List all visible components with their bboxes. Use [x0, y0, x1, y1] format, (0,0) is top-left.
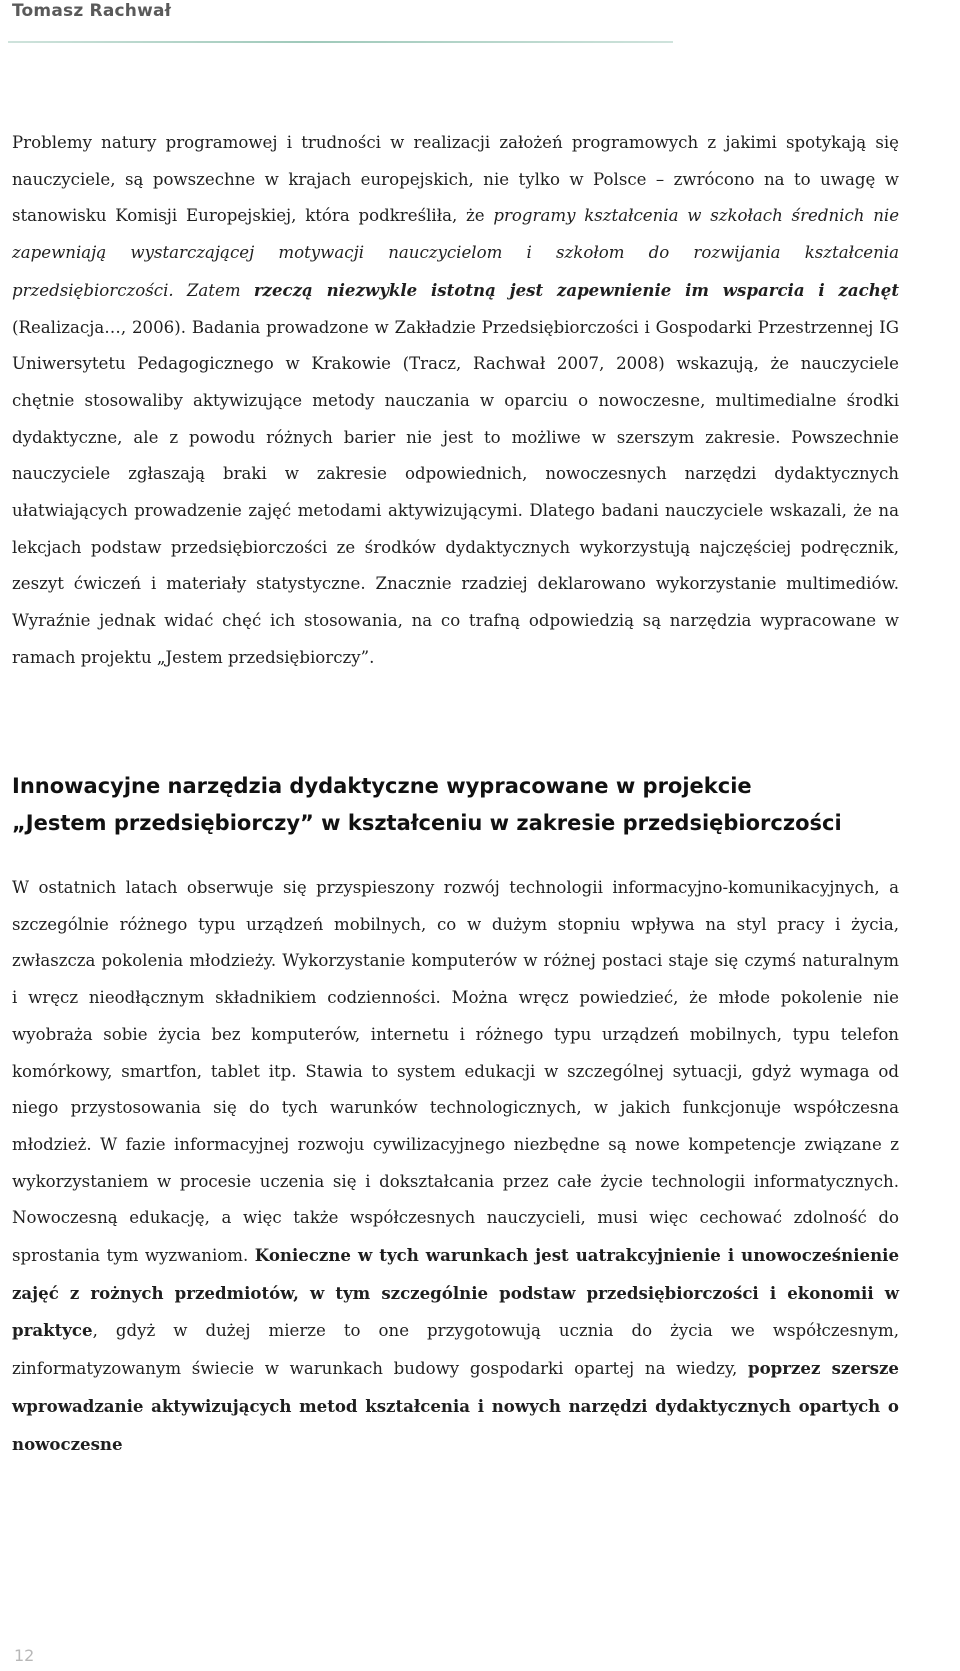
body-paragraph-2	[12, 870, 899, 1463]
section-heading	[12, 768, 912, 842]
paragraph-1-bold-italic-quote: rzeczą niezwykle istotną jest zapewnienie im wsparcia i zachęt	[253, 279, 899, 300]
paragraph-2-bold-emphasis: Konieczne w tych warunkach jest uatrakcyjnienie i unowocześnienie zajęć z rożnych przedmiotów, w tym szczególnie podstaw przedsiębiorczości i ekonomii w praktyce	[12, 1245, 899, 1341]
paragraph-1-text: Problemy natury programowej i trudności w realizacji założeń programowych z jakimi spotykają się nauczyciele, są powszechne w krajach europejskich, nie tylko w Polsce – zwrócono na to uwagę w stanowisku Komisji Europejskiej, która podkreśliła, że	[12, 133, 899, 226]
running-header-author: Tomasz Rachwał	[12, 1, 172, 21]
paragraph-2-bold-emphasis-2: poprzez szersze wprowadzanie aktywizujących metod kształcenia i nowych narzędzi dydaktycznych opartych o nowoczesne	[12, 1358, 899, 1454]
section-heading-line-1: Innowacyjne narzędzia dydaktyczne wypracowane w projekcie	[12, 774, 752, 798]
body-paragraph-1	[12, 125, 899, 677]
paragraph-2-text-continued: , gdyż w dużej mierze to one przygotowują ucznia do życia we współczesnym, zinformatyzowanym świecie w warunkach budowy gospodarki opartej na wiedzy,	[12, 1321, 899, 1379]
page-number: 12	[14, 1646, 35, 1665]
paragraph-1-text-continued: (Realizacja…, 2006). Badania prowadzone w Zakładzie Przedsiębiorczości i Gospodarki Przestrzennej IG Uniwersytetu Pedagogicznego w Krakowie (Tracz, Rachwał 2007, 2008) wskazują, że nauczyciele chętnie stosowaliby aktywizujące metody nauczania w oparciu o nowoczesne, multimedialne środki dydaktyczne, ale z powodu różnych barier nie jest to możliwe w szerszym zakresie. Powszechnie nauczyciele zgłaszają braki w zakresie odpowiednich, nowoczesnych narzędzi dydaktycznych ułatwiających prowadzenie zajęć metodami aktywizującymi. Dlatego badani nauczyciele wskazali, że na lekcjach podstaw przedsiębiorczości ze środków dydaktycznych wykorzystują najczęściej podręcznik, zeszyt ćwiczeń i materiały statystyczne. Znacznie rzadziej deklarowano wykorzystanie multimediów. Wyraźnie jednak widać chęć ich stosowania, na co trafną odpowiedzią są narzędzia wypracowane w ramach projektu „Jestem przedsiębiorczy”.	[12, 317, 899, 667]
section-heading-line-2: „Jestem przedsiębiorczy” w kształceniu w zakresie przedsiębiorczości	[12, 811, 842, 835]
paragraph-2-text: W ostatnich latach obserwuje się przyspieszony rozwój technologii informacyjno-komunikacyjnych, a szczególnie różnego typu urządzeń mobilnych, co w dużym stopniu wpływa na styl pracy i życia, zwłaszcza pokolenia młodzieży. Wykorzystanie komputerów w różnej postaci staje się czymś naturalnym i wręcz nieodłącznym składnikiem codzienności. Można wręcz powiedzieć, że młode pokolenie nie wyobraża sobie życia bez komputerów, internetu i różnego typu urządzeń mobilnych, typu telefon komórkowy, smartfon, tablet itp. Stawia to system edukacji w szczególnej sytuacji, gdyż wymaga od niego przystosowania się do tych warunków technologicznych, w jakich funkcjonuje współczesna młodzież. W fazie informacyjnej rozwoju cywilizacyjnego niezbędne są nowe kompetencje związane z wykorzystaniem w procesie uczenia się i dokształcania przez całe życie technologii informatycznych. Nowoczesną edukację, a więc także współczesnych nauczycieli, musi więc cechować zdolność do sprostania tym wyzwaniom.	[12, 878, 899, 1266]
paragraph-1-italic-quote: programy kształcenia w szkołach średnich nie zapewniają wystarczającej motywacji nauczycielom i szkołom do rozwijania kształcenia przedsiębiorczości. Zatem	[12, 206, 900, 300]
header-divider	[8, 41, 673, 43]
